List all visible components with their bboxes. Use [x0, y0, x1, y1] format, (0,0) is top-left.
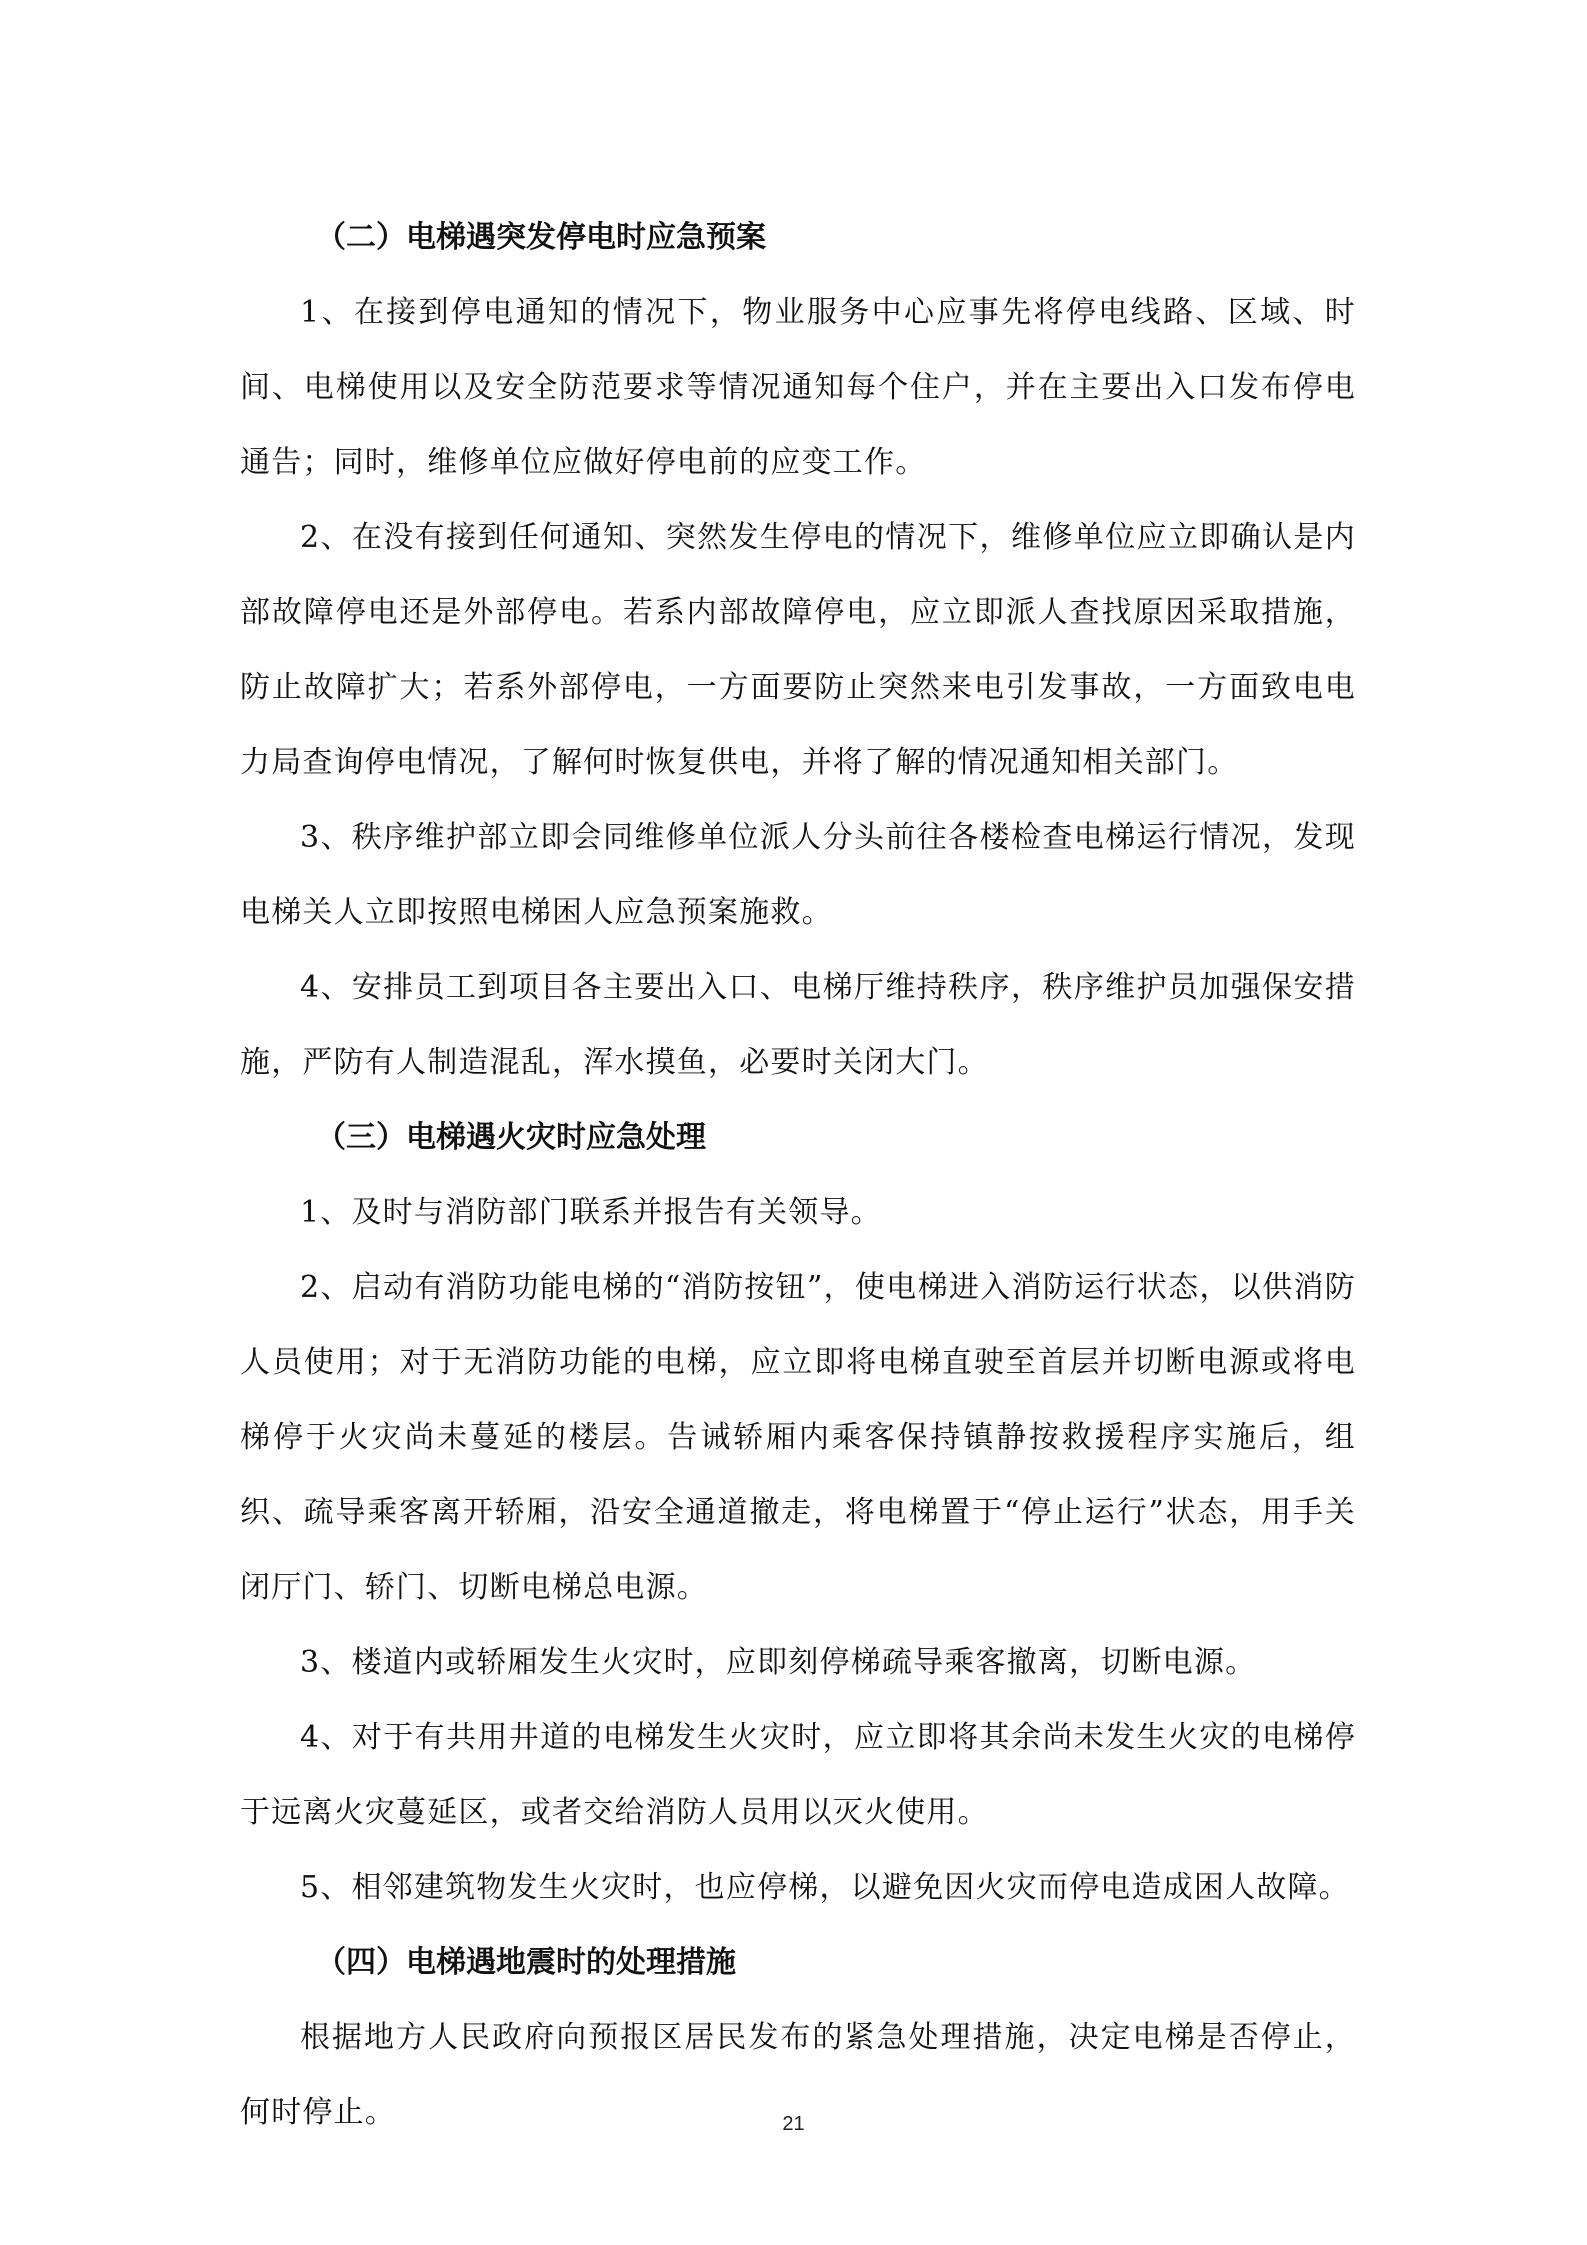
paragraph: 4、对于有共用井道的电梯发生火灾时，应立即将其余尚未发生火灾的电梯停于远离火灾蔓延区，或者交给消防人员用以灭火使用。 [240, 1720, 1356, 1830]
paragraph: 1、及时与消防部门联系并报告有关领导。 [300, 1195, 882, 1230]
page-content [240, 200, 1356, 2150]
paragraph: 4、安排员工到项目各主要出入口、电梯厅维持秩序，秩序维护员加强保安措施，严防有人制造混乱，浑水摸鱼，必要时关闭大门。 [240, 970, 1356, 1080]
paragraph: 2、在没有接到任何通知、突然发生停电的情况下，维修单位应立即确认是内部故障停电还是外部停电。若系内部故障停电，应立即派人查找原因采取措施，防止故障扩大；若系外部停电，一方面要防止突然来电引发事故，一方面致电电力局查询停电情况，了解何时恢复供电，并将了解的情况通知相关部门。 [240, 520, 1356, 780]
paragraph: 3、楼道内或轿厢发生火灾时，应即刻停梯疏导乘客撤离，切断电源。 [300, 1645, 1257, 1680]
section-fire [240, 1100, 1356, 1925]
paragraph: 1、在接到停电通知的情况下，物业服务中心应事先将停电线路、区域、时间、电梯使用以及安全防范要求等情况通知每个住户，并在主要出入口发布停电通告；同时，维修单位应做好停电前的应变工作。 [240, 295, 1356, 480]
section-heading: （三）电梯遇火灾时应急处理 [316, 1120, 706, 1155]
paragraph: 3、秩序维护部立即会同维修单位派人分头前往各楼检查电梯运行情况，发现电梯关人立即按照电梯困人应急预案施救。 [240, 820, 1356, 930]
paragraph: 根据地方人民政府向预报区居民发布的紧急处理措施，决定电梯是否停止，何时停止。 [240, 2020, 1356, 2130]
section-heading: （二）电梯遇突发停电时应急预案 [316, 220, 766, 255]
section-heading: （四）电梯遇地震时的处理措施 [316, 1945, 736, 1980]
section-power-outage [240, 200, 1356, 1100]
page-number: 21 [782, 2113, 805, 2135]
paragraph: 2、启动有消防功能电梯的“消防按钮”，使电梯进入消防运行状态，以供消防人员使用；对于无消防功能的电梯，应立即将电梯直驶至首层并切断电源或将电梯停于火灾尚未蔓延的楼层。告诫轿厢内乘客保持镇静按救援程序实施后，组织、疏导乘客离开轿厢，沿安全通道撤走，将电梯置于“停止运行”状态，用手关闭厅门、轿门、切断电梯总电源。 [240, 1270, 1356, 1605]
paragraph: 5、相邻建筑物发生火灾时，也应停梯，以避免因火灾而停电造成困人故障。 [300, 1870, 1350, 1905]
